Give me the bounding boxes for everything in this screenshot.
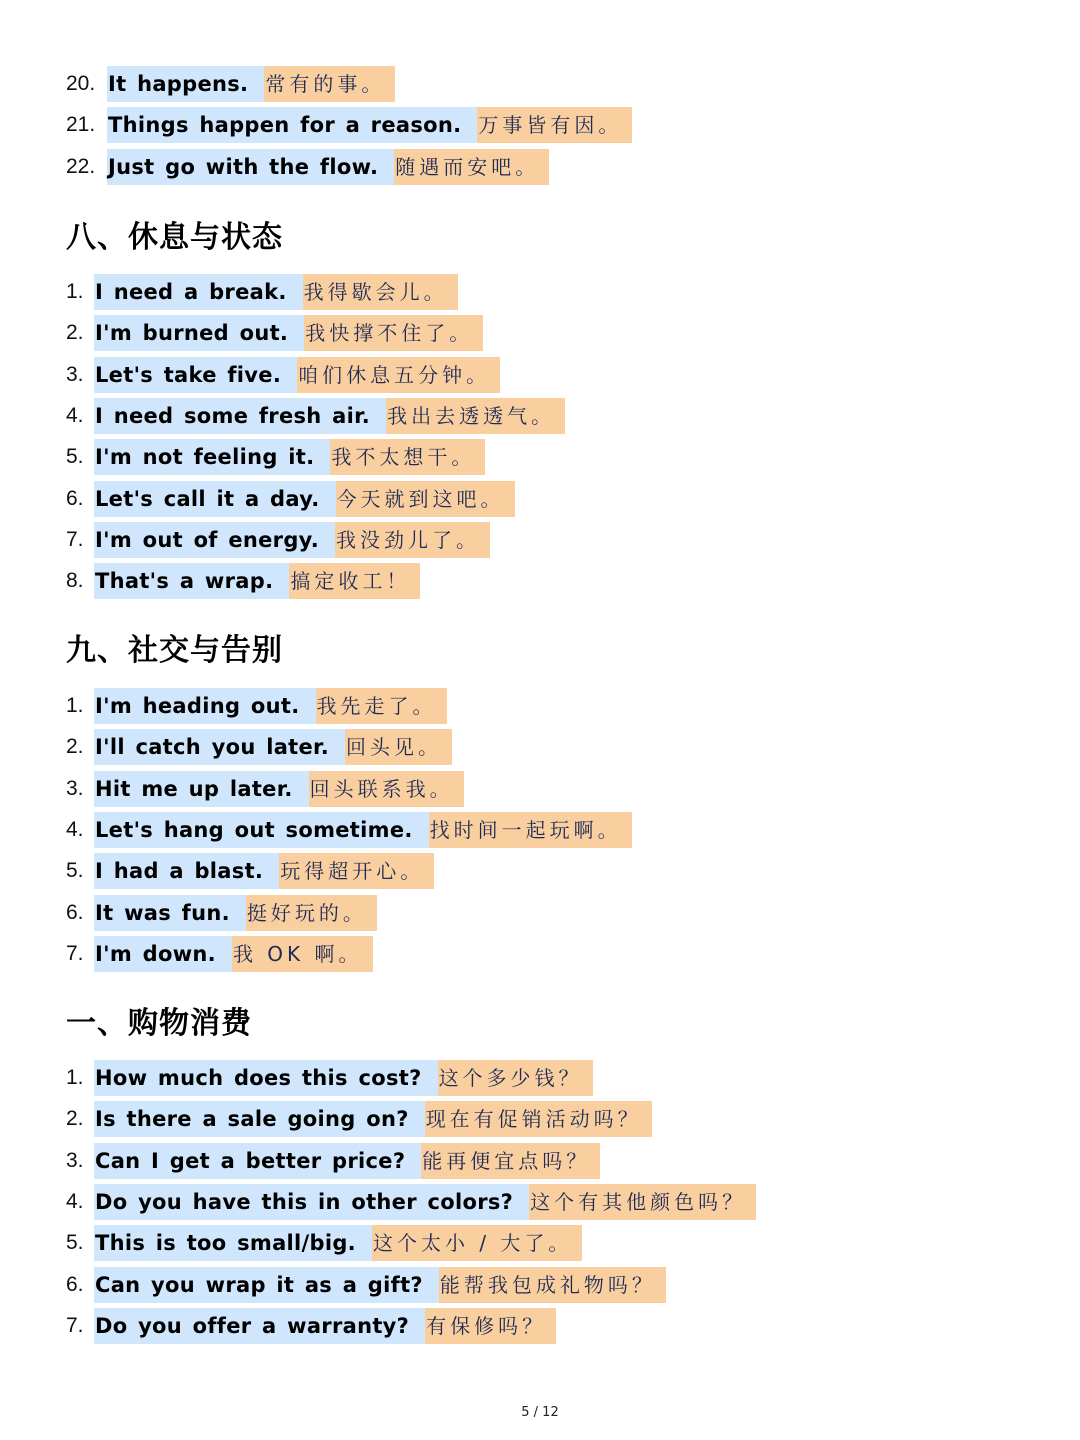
phrase-item	[66, 107, 632, 143]
phrase-item	[66, 66, 395, 102]
item-number: 22.	[66, 154, 96, 178]
chinese-translation: 随遇而安吧。	[394, 149, 549, 185]
english-phrase: That's a wrap.	[94, 563, 289, 599]
chinese-translation: 万事皆有因。	[477, 107, 632, 143]
phrase-item	[66, 563, 420, 599]
english-phrase: I'm burned out.	[94, 315, 304, 351]
section-heading: 八、休息与状态	[66, 220, 283, 255]
english-phrase: Hit me up later.	[94, 771, 309, 807]
chinese-translation: 回头联系我。	[309, 771, 464, 807]
item-number: 1.	[66, 694, 84, 717]
chinese-translation: 我不太想干。	[330, 439, 485, 475]
chinese-translation: 有保修吗？	[425, 1308, 556, 1344]
item-number: 3.	[66, 362, 84, 386]
item-number: 7.	[66, 941, 84, 965]
english-phrase: Can I get a better price?	[94, 1143, 421, 1179]
item-number: 5.	[66, 445, 84, 469]
chinese-translation: 我没劲儿了。	[335, 522, 490, 558]
english-phrase: I'm not feeling it.	[94, 439, 330, 475]
item-number: 2.	[66, 735, 84, 759]
chinese-translation: 现在有促销活动吗？	[425, 1101, 652, 1137]
chinese-translation: 咱们休息五分钟。	[297, 357, 500, 393]
page-number: 5 / 12	[521, 1405, 559, 1420]
phrase-item	[66, 895, 377, 931]
chinese-translation: 玩得超开心。	[279, 853, 434, 889]
english-phrase: Let's hang out sometime.	[94, 812, 429, 848]
chinese-translation: 找时间一起玩啊。	[429, 812, 632, 848]
chinese-translation: 我 OK 啊。	[232, 936, 373, 972]
phrase-item	[66, 274, 458, 310]
item-number: 3.	[66, 776, 84, 800]
item-number: 7.	[66, 1313, 84, 1337]
english-phrase: I'm down.	[94, 936, 232, 972]
phrase-item	[66, 1308, 556, 1344]
phrase-item	[66, 315, 483, 351]
item-number: 20.	[66, 72, 96, 95]
phrase-item	[66, 357, 500, 393]
phrase-item	[66, 1267, 666, 1303]
english-phrase: Let's take five.	[94, 357, 297, 393]
phrase-item	[66, 522, 490, 558]
phrase-item	[66, 771, 464, 807]
chinese-translation: 常有的事。	[264, 66, 395, 102]
english-phrase: I'm heading out.	[94, 688, 316, 724]
phrase-item	[66, 812, 632, 848]
phrase-item	[66, 1225, 582, 1261]
english-phrase: Do you have this in other colors?	[94, 1184, 529, 1220]
english-phrase: Can you wrap it as a gift?	[94, 1267, 439, 1303]
english-phrase: It happens.	[107, 66, 264, 102]
item-number: 7.	[66, 527, 84, 551]
item-number: 6.	[66, 486, 84, 510]
item-number: 4.	[66, 403, 84, 427]
item-number: 2.	[66, 321, 84, 345]
item-number: 6.	[66, 1272, 84, 1296]
english-phrase: Do you offer a warranty?	[94, 1308, 425, 1344]
english-phrase: Is there a sale going on?	[94, 1101, 425, 1137]
item-number: 21.	[66, 113, 96, 137]
phrase-item	[66, 1060, 593, 1096]
chinese-translation: 我出去透透气。	[386, 398, 565, 434]
chinese-translation: 这个太小 / 大了。	[372, 1225, 582, 1261]
chinese-translation: 这个多少钱？	[438, 1060, 593, 1096]
english-phrase: I'm out of energy.	[94, 522, 335, 558]
chinese-translation: 我得歇会儿。	[303, 274, 458, 310]
phrase-item	[66, 936, 373, 972]
chinese-translation: 回头见。	[345, 729, 452, 765]
phrase-item	[66, 398, 565, 434]
chinese-translation: 搞定收工！	[289, 563, 420, 599]
english-phrase: I'll catch you later.	[94, 729, 345, 765]
english-phrase: It was fun.	[94, 895, 246, 931]
item-number: 2.	[66, 1107, 84, 1131]
chinese-translation: 能帮我包成礼物吗？	[439, 1267, 666, 1303]
chinese-translation: 今天就到这吧。	[336, 481, 515, 517]
item-number: 1.	[66, 1066, 84, 1089]
item-number: 5.	[66, 859, 84, 883]
english-phrase: Let's call it a day.	[94, 481, 336, 517]
chinese-translation: 能再便宜点吗？	[421, 1143, 600, 1179]
phrase-item	[66, 481, 515, 517]
item-number: 4.	[66, 817, 84, 841]
item-number: 6.	[66, 900, 84, 924]
phrase-item	[66, 688, 447, 724]
phrase-item	[66, 729, 452, 765]
english-phrase: Just go with the flow.	[107, 149, 394, 185]
chinese-translation: 我快撑不住了。	[304, 315, 483, 351]
item-number: 8.	[66, 569, 84, 593]
phrase-item	[66, 1101, 652, 1137]
english-phrase: Things happen for a reason.	[107, 107, 477, 143]
phrase-item	[66, 1143, 600, 1179]
item-number: 5.	[66, 1231, 84, 1255]
section-heading: 九、社交与告别	[66, 633, 283, 668]
english-phrase: I need a break.	[94, 274, 303, 310]
english-phrase: I had a blast.	[94, 853, 279, 889]
english-phrase: How much does this cost?	[94, 1060, 438, 1096]
english-phrase: This is too small/big.	[94, 1225, 372, 1261]
chinese-translation: 我先走了。	[316, 688, 447, 724]
section-heading: 一、购物消费	[66, 1006, 252, 1041]
item-number: 4.	[66, 1189, 84, 1213]
chinese-translation: 这个有其他颜色吗？	[529, 1184, 756, 1220]
phrase-item	[66, 853, 434, 889]
phrase-item	[66, 439, 485, 475]
phrase-item	[66, 149, 549, 185]
item-number: 3.	[66, 1148, 84, 1172]
item-number: 1.	[66, 280, 84, 303]
phrase-item	[66, 1184, 756, 1220]
chinese-translation: 挺好玩的。	[246, 895, 377, 931]
english-phrase: I need some fresh air.	[94, 398, 386, 434]
